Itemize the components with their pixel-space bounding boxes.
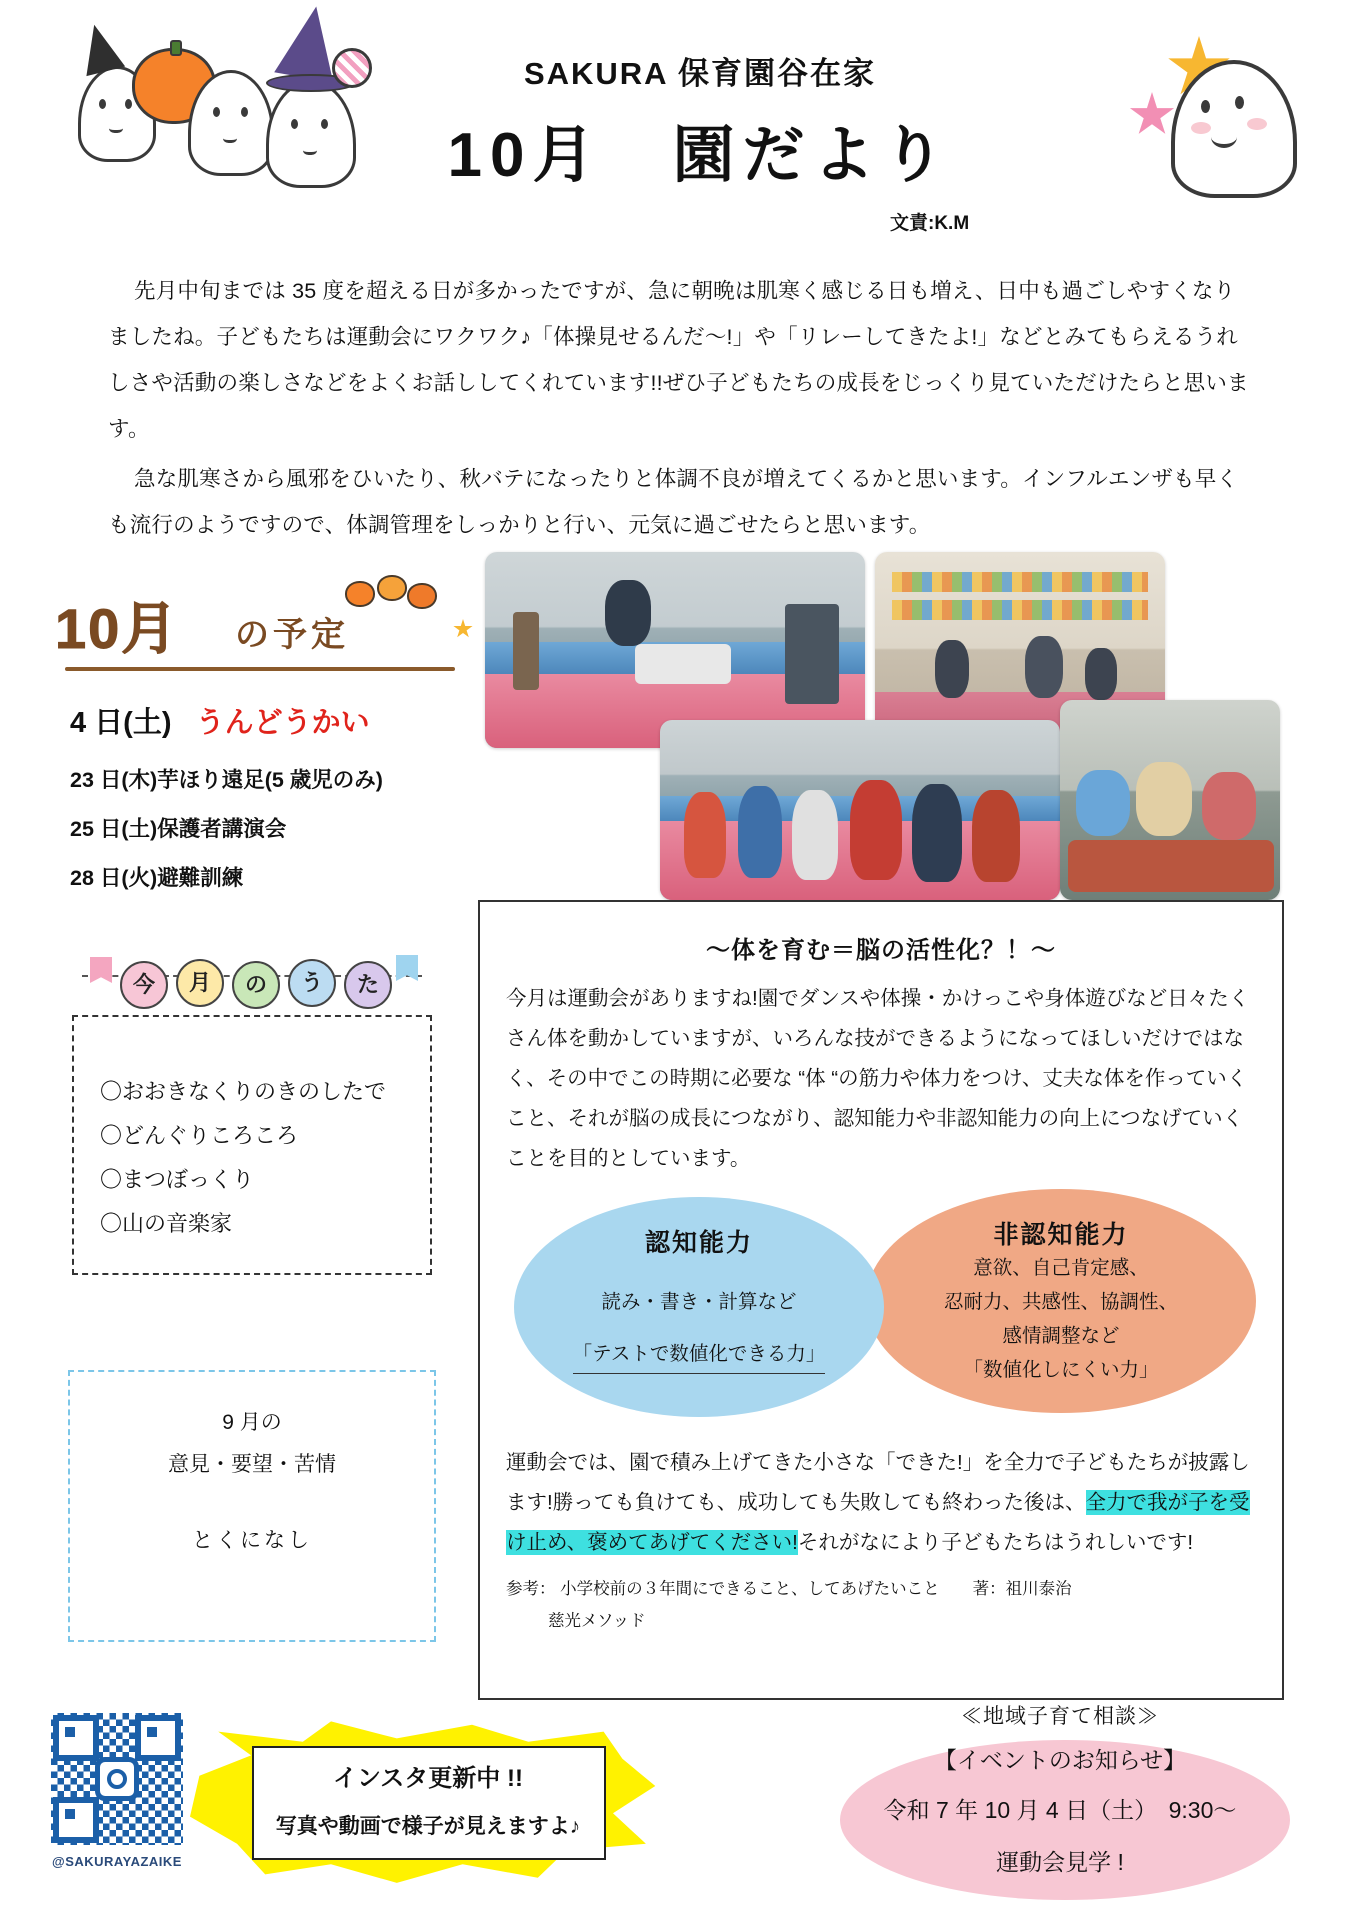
schedule-first-item — [70, 700, 490, 741]
schedule-title — [55, 585, 475, 675]
song-banner-char: た — [344, 961, 392, 1009]
instagram-handle: @SAKURAYAZAIKE — [52, 1854, 182, 1869]
song-list — [100, 1070, 440, 1246]
article-reference-line-2: 慈光メソッド — [548, 1612, 646, 1630]
instagram-qr-block[interactable] — [42, 1710, 192, 1890]
article-highlight: 全力で我が子を受け止め、褒めてあげてください! — [506, 1491, 1250, 1554]
header-subtitle: SAKURA 保育園谷在家 — [523, 56, 877, 91]
schedule-list — [70, 700, 490, 910]
cognitive-quote: 「テストで数値化できる力」 — [573, 1337, 826, 1374]
schedule-item: 23 日(木)芋ほり遠足(5 歳児のみ) — [70, 768, 383, 792]
non-cognitive-line: 感情調整など — [1002, 1325, 1120, 1347]
article-title: 〜体を育む＝脳の活性化？！〜 — [706, 937, 1056, 964]
article-reference-line-1: 参考： 小学校前の３年間にできること、してあげたいこと 著：祖川泰治 — [506, 1580, 1072, 1598]
song-banner-char: の — [232, 961, 280, 1009]
opinion-heading: 意見・要望・苦情 — [168, 1453, 336, 1476]
header-credit: 文責:K.M — [890, 213, 970, 234]
song-item: 〇どんぐりころころ — [100, 1123, 299, 1148]
halloween-decoration-left — [70, 18, 370, 198]
song-banner-char: 今 — [120, 961, 168, 1009]
article-paragraph-2 — [506, 1443, 1256, 1563]
cognitive-title: 認知能力 — [644, 1229, 753, 1257]
intro-paragraph-2: 急な肌寒さから風邪をひいたり、秋バテになったりと体調不良が増えてくるかと思います。インフルエンザも早くも流行のようですので、体調管理をしっかりと行い、元気に過ごせたらと思います。 — [108, 467, 1239, 537]
star-icon — [453, 619, 473, 639]
qr-code[interactable] — [48, 1710, 186, 1848]
star-icon — [1129, 92, 1175, 138]
schedule-title-label: の予定 — [235, 616, 349, 654]
non-cognitive-line: 意欲、自己肯定感、 — [973, 1257, 1149, 1279]
song-item: 〇まつぼっくり — [100, 1167, 255, 1192]
witch-hat-icon — [75, 20, 125, 76]
schedule-title-underline — [65, 667, 455, 671]
header — [0, 0, 1357, 255]
opinion-box — [68, 1370, 436, 1642]
article-paragraph-1: 今月は運動会がありますね!園でダンスや体操・かけっこや身体遊びなど日々たくさん体を動かしていますが、いろんな技ができるようになってほしいだけではなく、その中でこの時期に必要な “体 “の筋力や体力をつけ、丈夫な体を作っていくこと、それが脳の成長につながり、認知能力や非認知能力の向上につなげていくことを目的としています。 — [506, 987, 1250, 1170]
pumpkin-icon — [345, 581, 375, 607]
flag-icon — [90, 957, 112, 983]
opinion-month: 9 月の — [222, 1411, 282, 1434]
event-line-3: 運動会見学 ! — [996, 1849, 1124, 1875]
cognitive-line: 読み・書き・計算など — [601, 1291, 797, 1313]
non-cognitive-title: 非認知能力 — [993, 1221, 1129, 1249]
intro-paragraph-1: 先月中旬までは 35 度を超える日が多かったですが、急に朝晩は肌寒く感じる日も増え、日中も過ごしやすくなりましたね。子どもたちは運動会にワクワク♪「体操見せるんだ〜!」や「リレーしてきたよ!」などとみてもらえるうれしさや活動の楽しさなどをよくお話ししてくれています!!ぜひ子どもたちの成長をじっくり見ていただけたらと思います。 — [108, 279, 1249, 441]
song-banner — [72, 955, 432, 1015]
photo-toddlers-cart — [1060, 700, 1280, 900]
schedule-item: 28 日(火)避難訓練 — [70, 866, 244, 890]
song-item: 〇おおきなくりのきのしたで — [100, 1079, 387, 1104]
photo-children-group — [660, 720, 1060, 900]
cognitive-ability-circle — [514, 1197, 884, 1417]
article-box — [478, 900, 1284, 1700]
event-line-1: 【イベントのお知らせ】 — [933, 1747, 1187, 1773]
article-reference — [506, 1573, 1256, 1637]
schedule-first-label: うんどうかい — [195, 707, 370, 739]
song-banner-char: う — [288, 959, 336, 1007]
non-cognitive-line: 忍耐力、共感性、協調性、 — [943, 1291, 1178, 1313]
event-line-2: 令和 7 年 10 月 4 日（土） 9:30〜 — [883, 1797, 1237, 1823]
intro-text — [108, 268, 1253, 552]
event-header: ≪地域子育て相談≫ — [961, 1705, 1159, 1728]
instagram-banner-line-1: インスタ更新中 !! — [333, 1765, 523, 1792]
song-banner-char: 月 — [176, 959, 224, 1007]
song-item: 〇山の音楽家 — [100, 1211, 233, 1236]
article-paragraph-2-part-b: それがなにより子どもたちはうれしいです! — [797, 1531, 1194, 1554]
non-cognitive-quote: 「数値化しにくい力」 — [963, 1359, 1159, 1381]
photo-vaulting-box — [485, 552, 865, 748]
schedule-title-month: 10月 — [55, 597, 180, 660]
candy-icon — [332, 48, 372, 88]
instagram-icon — [95, 1757, 139, 1801]
event-notice — [800, 1700, 1320, 1905]
instagram-banner — [190, 1718, 660, 1888]
pumpkin-icon — [407, 583, 437, 609]
header-title-group — [380, 48, 1020, 194]
ghost-icon — [188, 70, 274, 176]
schedule-first-date: 4 日(土) — [70, 707, 172, 739]
opinion-content: とくになし — [192, 1529, 312, 1552]
page-title: 10月 園だより — [447, 121, 953, 190]
pumpkin-icon — [377, 575, 407, 601]
ability-diagram — [506, 1189, 1256, 1425]
ghost-icon — [266, 80, 356, 188]
instagram-banner-line-2: 写真や動画で様子が見えますよ♪ — [275, 1815, 581, 1838]
article-paragraph-2-part-a: 運動会では、園で積み上げてきた小さな「できた!」を全力で子どもたちが披露します!勝っても負けても、成功しても失敗しても終わった後は、 — [506, 1451, 1250, 1514]
schedule-item: 25 日(土)保護者講演会 — [70, 817, 287, 841]
non-cognitive-ability-circle — [866, 1189, 1256, 1413]
halloween-decoration-right — [1037, 30, 1317, 220]
